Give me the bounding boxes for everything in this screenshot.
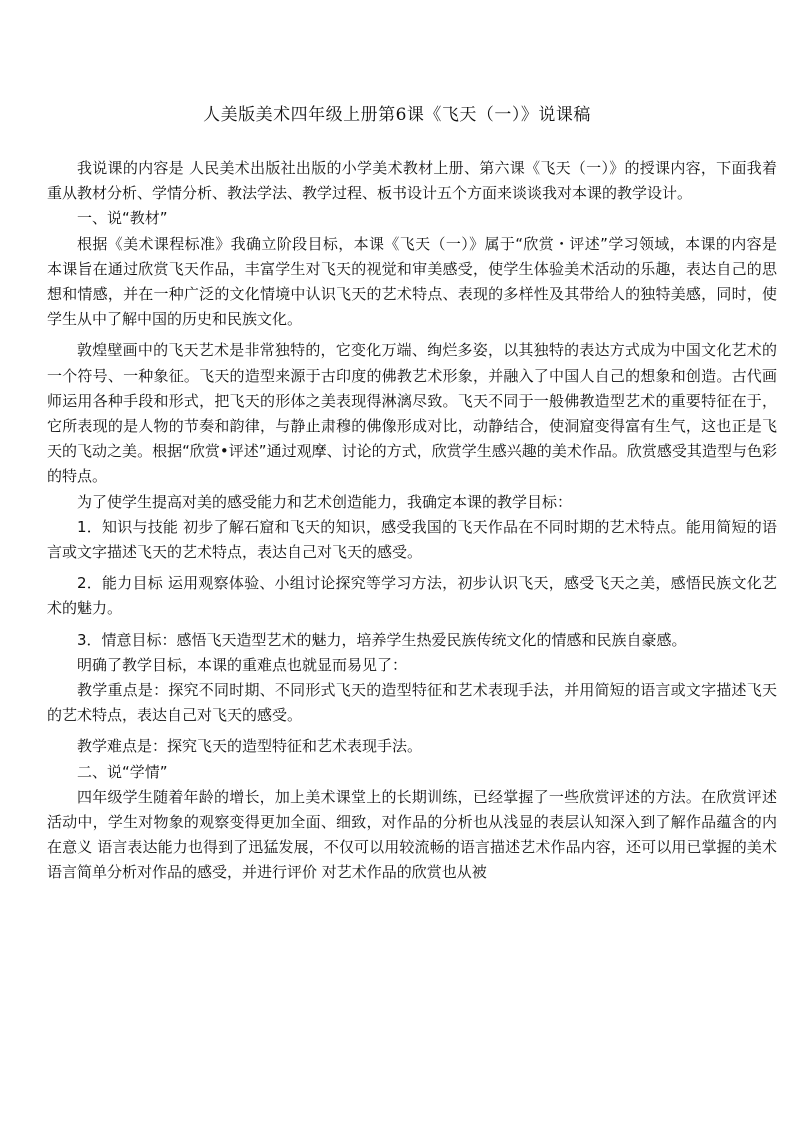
objective-ability: 2．能力目标 运用观察体验、小组讨论探究等学习方法，初步认识飞天，感受飞天之美，感悟民族文化艺术的魅力。 — [47, 574, 777, 618]
paragraph-key-points-intro: 明确了教学目标，本课的重难点也就显而易见了： — [77, 655, 408, 674]
document-body — [47, 156, 777, 886]
paragraph-teaching-difficulty: 教学难点是：探究飞天的造型特征和艺术表现手法。 — [77, 737, 423, 756]
paragraph-teaching-focus: 教学重点是：探究不同时期、不同形式飞天的造型特征和艺术表现手法，并用简短的语言或文字描述飞天的艺术特点，表达自己对飞天的感受。 — [47, 681, 777, 725]
objective-knowledge: 1．知识与技能 初步了解石窟和飞天的知识，感受我国的飞天作品在不同时期的艺术特点。能用简短的语言或文字描述飞天的艺术特点，表达自己对飞天的感受。 — [47, 517, 777, 562]
objective-emotion: 3．情意目标：感悟飞天造型艺术的魅力，培养学生热爱民族传统文化的情感和民族自豪感。 — [77, 630, 687, 649]
paragraph-intro: 我说课的内容是 人民美术出版社出版的小学美术教材上册、第六课《飞天（一）》的授课内容，下面我着重从教材分析、学情分析、教法学法、教学过程、板书设计五个方面来谈谈我对本课的教学设计。 — [47, 159, 777, 203]
paragraph-objectives-intro: 为了使学生提高对美的感受能力和艺术创造能力，我确定本课的教学目标： — [77, 492, 573, 511]
page-title: 人美版美术四年级上册第6课《飞天（一）》说课稿 — [203, 105, 591, 125]
section-heading-textbook: 一、说“教材” — [77, 209, 168, 228]
paragraph-curriculum: 根据《美术课程标准》我确立阶段目标，本课《飞天（一）》属于“欣赏・评述”学习领域，本课的内容是 本课旨在通过欣赏飞天作品，丰富学生对飞天的视觉和审美感受，使学生体验美术活动的乐趣，表达自己的思想和情感，并在一种广泛的文化情境中认识飞天的艺术特点、表现的多样性及其带给人的独特美感，同时，使学生从中了解中国的历史和民族文化。 — [47, 234, 777, 329]
paragraph-learner-analysis: 四年级学生随着年龄的增长，加上美术课堂上的长期训练，已经掌握了一些欣赏评述的方法。在欣赏评述活动中，学生对物象的观察变得更加全面、细致，对作品的分析也从浅显的表层认知深入到了解作品蕴含的内在意义 语言表达能力也得到了迅猛发展，不仅可以用较流畅的语言描述艺术作品内容，还可以用已掌握的美术语言简单分析对作品的感受，并进行评价 对艺术作品的欣赏也从被 — [47, 787, 777, 882]
paragraph-dunhuang: 敦煌壁画中的飞天艺术是非常独特的，它变化万端、绚烂多姿，以其独特的表达方式成为中国文化艺术的一个符号、一种象征。飞天的造型来源于古印度的佛教艺术形象，并融入了中国人自己的想象和创造。古代画师运用各种手段和形式，把飞天的形体之美表现得淋漓尽致。飞天不同于一般佛教造型艺术的重要特征在于，它所表现的是人物的节奏和韵律，与静止肃穆的佛像形成对比，动静结合，使洞窟变得富有生气，这也正是飞天的飞动之美。根据“欣赏•评述”通过观摩、讨论的方式，欣赏学生感兴趣的美术作品。欣赏感受其造型与色彩的特点。 — [47, 341, 777, 486]
section-heading-learners: 二、说“学情” — [77, 762, 168, 781]
